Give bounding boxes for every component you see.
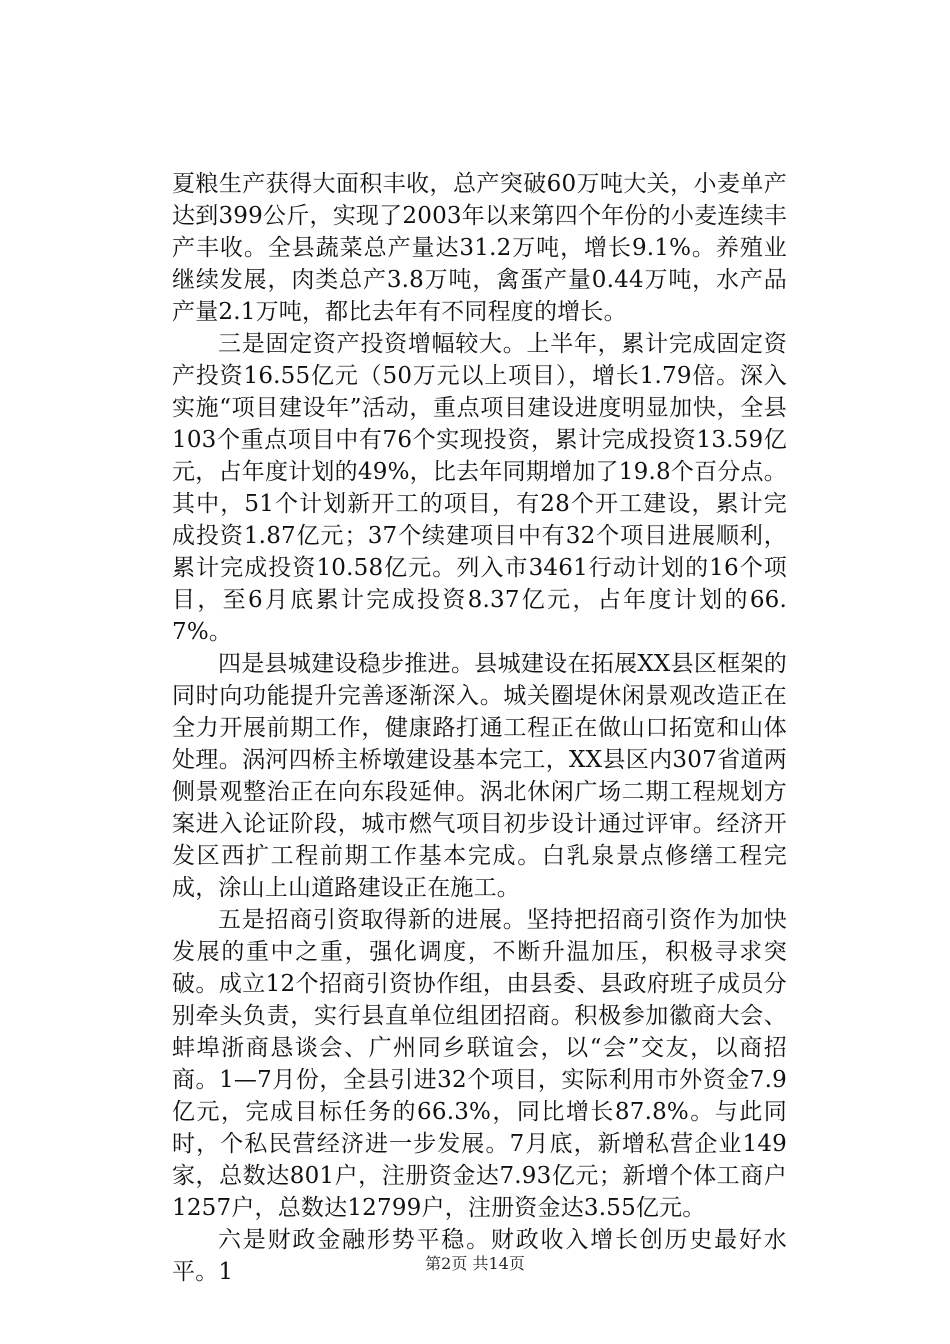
paragraph-1: 夏粮生产获得大面积丰收，总产突破60万吨大关，小麦单产达到399公斤，实现了2003年以来第四个年份的小麦连续丰产丰收。全县蔬菜总产量达31.2万吨，增长9.1%。养殖业继续发展，肉类总产3.8万吨，禽蛋产量0.44万吨，水产品产量2.1万吨，都比去年有不同程度的增长。	[172, 171, 787, 325]
paragraph-4: 五是招商引资取得新的进展。坚持把招商引资作为加快发展的重中之重，强化调度，不断升温加压，积极寻求突破。成立12个招商引资协作组，由县委、县政府班子成员分别牵头负责，实行县直单位组团招商。积极参加徽商大会、蚌埠浙商恳谈会、广州同乡联谊会，以“会”交友，以商招商。1—7月份，全县引进32个项目，实际利用市外资金7.9亿元，完成目标任务的66.3%，同比增长87.8%。与此同时，个私民营经济进一步发展。7月底，新增私营企业149家，总数达801户，注册资金达7.93亿元；新增个体工商户1257户，总数达12799户，注册资金达3.55亿元。	[172, 907, 787, 1221]
paragraph-2: 三是固定资产投资增幅较大。上半年，累计完成固定资产投资16.55亿元（50万元以上项目），增长1.79倍。深入实施“项目建设年”活动，重点项目建设进度明显加快，全县103个重点项目中有76个实现投资，累计完成投资13.59亿元，占年度计划的49%，比去年同期增加了19.8个百分点。其中，51个计划新开工的项目，有28个开工建设，累计完成投资1.87亿元；37个续建项目中有32个项目进展顺利，累计完成投资10.58亿元。列入市3461行动计划的16个项目，至6月底累计完成投资8.37亿元，占年度计划的66.7%。	[172, 331, 787, 645]
page-footer	[0, 1254, 950, 1274]
page-total: 共14页	[472, 1254, 525, 1273]
page-number: 第2页	[425, 1254, 468, 1273]
document-body	[172, 168, 787, 1288]
paragraph-3: 四是县城建设稳步推进。县城建设在拓展XX县区框架的同时向功能提升完善逐渐深入。城关圈堤休闲景观改造正在全力开展前期工作，健康路打通工程正在做山口拓宽和山体处理。涡河四桥主桥墩建设基本完工，XX县区内307省道两侧景观整治正在向东段延伸。涡北休闲广场二期工程规划方案进入论证阶段，城市燃气项目初步设计通过评审。经济开发区西扩工程前期工作基本完成。白乳泉景点修缮工程完成，涂山上山道路建设正在施工。	[172, 651, 787, 901]
paragraph-5: 六是财政金融形势平稳。财政收入增长创历史最好水平。1	[172, 1227, 787, 1285]
